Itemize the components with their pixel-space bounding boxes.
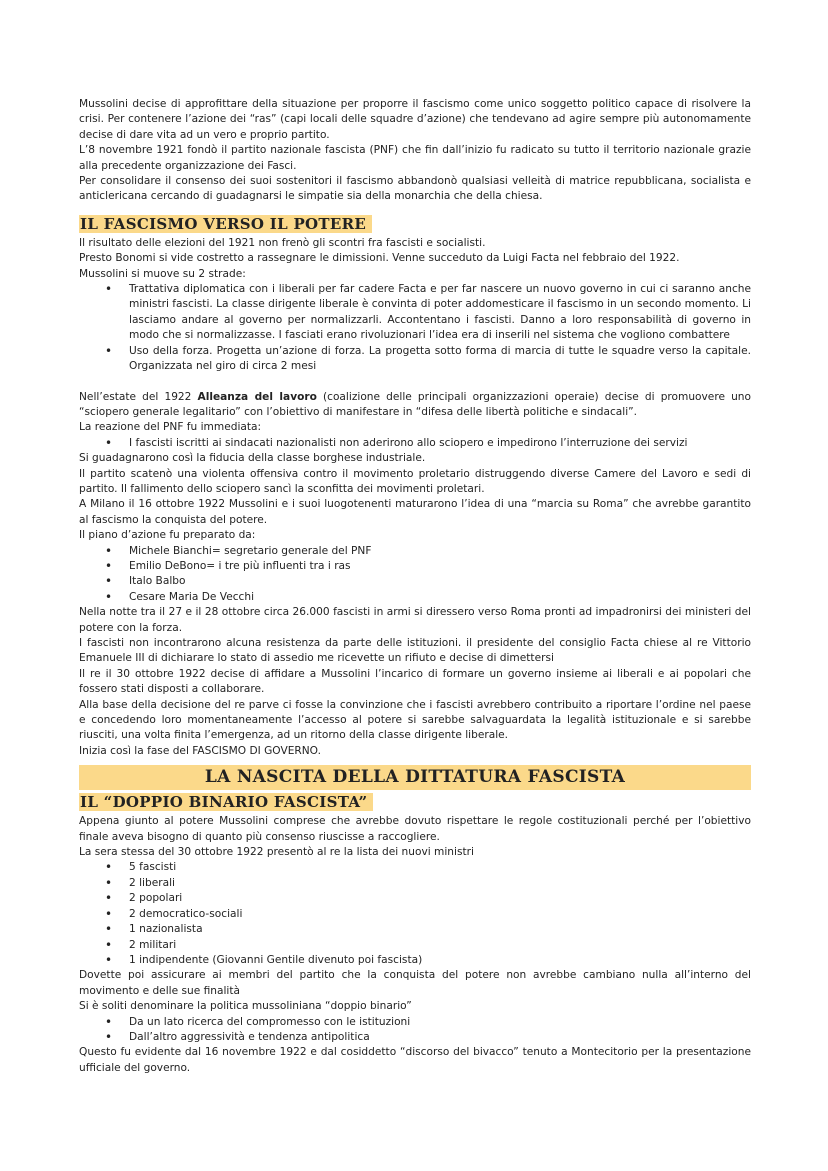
- intro-paragraph: Mussolini decise di approfittare della situazione per proporre il fascismo come unico soggetto politico capace di risolvere la crisi. Per contenere l’azione dei “ras” (capi locali delle squadre d’azione) che tendevano ad agire sempre più autonomamente decise di dare vita ad un vero e proprio partito.: [79, 98, 751, 141]
- document-page: [79, 97, 751, 1076]
- paragraph: I fascisti non incontrarono alcuna resistenza da parte delle istituzioni. il presidente del consiglio Facta chiese al re Vittorio Emanuele III di dichiarare lo stato di assedio me ricevette un rifiuto e decise di dimettersi: [79, 637, 751, 665]
- ministri-list: [79, 860, 751, 968]
- bold-term: Alleanza del lavoro: [197, 390, 317, 403]
- heading-highlight: IL FASCISMO VERSO IL POTERE: [79, 215, 372, 233]
- paragraph: Inizia così la fase del FASCISMO DI GOVERNO.: [79, 744, 321, 757]
- section-heading-fascismo-verso-il-potere: [79, 214, 751, 234]
- paragraph: Il re il 30 ottobre 1922 decise di affidare a Mussolini l’incarico di formare un governo insieme ai liberali e ai popolari che fossero stati disposti a collaborare.: [79, 667, 751, 696]
- paragraph: La sera stessa del 30 ottobre 1922 presentò al re la lista dei nuovi ministri: [79, 846, 474, 859]
- list-item: • 2 militari: [129, 938, 751, 953]
- paragraph: Il piano d’azione fu preparato da:: [79, 529, 256, 542]
- paragraph: Nella notte tra il 27 e il 28 ottobre circa 26.000 fascisti in armi si diressero verso Roma pronti ad impadronirsi dei ministeri del potere con la forza.: [79, 606, 751, 634]
- intro-paragraph: L’8 novembre 1921 fondò il partito nazionale fascista (PNF) che fin dall’inizio fu radicato su tutto il territorio nazionale grazie alla precedente organizzazione dei Fasci.: [79, 144, 751, 172]
- list-item: • Trattativa diplomatica con i liberali per far cadere Facta e per far nascere un nuovo governo in cui ci saranno anche ministri fascisti. La classe dirigente liberale è convinta di poter addomesticare il fascismo in un secondo momento. Li lasciamo andare al governo per normalizzarli. Accontentano i fascisti. Danno a loro responsabilità di governo in modo che si normalizzasse. I fasciati erano rivoluzionari l’idea era di inserili nel sistema che vogliono combattere: [129, 282, 751, 344]
- spacer: [79, 375, 751, 390]
- list-item: • I fascisti iscritti ai sindacati nazionalisti non aderirono allo sciopero e impedirono l’interruzione dei servizi: [129, 436, 751, 451]
- binario-list: [79, 1015, 751, 1046]
- list-item: • Emilio DeBono= i tre più influenti tra i ras: [129, 559, 751, 574]
- list-item: • Uso della forza. Progetta un’azione di forza. La progetta sotto forma di marcia di tutte le squadre verso la capitale. Organizzata nel giro di circa 2 mesi: [129, 344, 751, 375]
- list-item: • Cesare Maria De Vecchi: [129, 590, 751, 605]
- paragraph: Appena giunto al potere Mussolini comprese che avrebbe dovuto rispettare le regole costituzionali perché per l’obiettivo finale aveva bisogno di quanto più consenso riuscisse a raccogliere.: [79, 815, 751, 843]
- list-item: • Dall’altro aggressività e tendenza antipolitica: [129, 1030, 751, 1045]
- reazione-list: [79, 436, 751, 451]
- intro-paragraph: Per consolidare il consenso dei suoi sostenitori il fascismo abbandonò qualsiasi velleità di matrice repubblicana, socialista e anticlericana cercando di guadagnarsi le simpatie sia della monarchia che della chiesa.: [79, 175, 751, 203]
- paragraph: Il risultato delle elezioni del 1921 non frenò gli scontri fra fascisti e socialisti.: [79, 236, 486, 249]
- piano-list: [79, 544, 751, 606]
- closing-paragraph: Questo fu evidente dal 16 novembre 1922 e dal cosiddetto “discorso del bivacco” tenuto a Montecitorio per la presentazione ufficiale del governo.: [79, 1046, 751, 1074]
- list-item: • 1 indipendente (Giovanni Gentile divenuto poi fascista): [129, 953, 751, 968]
- list-item: • Da un lato ricerca del compromesso con le istituzioni: [129, 1015, 751, 1030]
- list-item: • 5 fascisti: [129, 860, 751, 875]
- paragraph: Si guadagnarono così la fiducia della classe borghese industriale.: [79, 452, 426, 465]
- paragraph: Presto Bonomi si vide costretto a rassegnare le dimissioni. Venne succeduto da Luigi Facta nel febbraio del 1922.: [79, 252, 680, 265]
- paragraph: Il partito scatenò una violenta offensiva contro il movimento proletario distruggendo diverse Camere del Lavoro e sedi di partito. Il fallimento dello sciopero sancì la sconfitta dei movimenti proletari.: [79, 467, 751, 495]
- paragraph: A Milano il 16 ottobre 1922 Mussolini e i suoi luogotenenti maturarono l’idea di una “marcia su Roma” che avrebbe garantito al fascismo la conquista del potere.: [79, 498, 751, 526]
- alleanza-paragraph: Nell’estate del 1922 Alleanza del lavoro (coalizione delle principali organizzazioni operaie) decise di promuovere uno “sciopero generale legalitario” con l’obiettivo di manifestare in “difesa delle libertà politiche e sindacali”.: [79, 390, 751, 418]
- list-item: • Michele Bianchi= segretario generale del PNF: [129, 544, 751, 559]
- list-item: • 2 democratico-sociali: [129, 907, 751, 922]
- strade-list: [79, 282, 751, 374]
- list-item: • 2 liberali: [129, 876, 751, 891]
- paragraph: La reazione del PNF fu immediata:: [79, 421, 262, 434]
- list-item: • Italo Balbo: [129, 574, 751, 589]
- list-item: • 1 nazionalista: [129, 922, 751, 937]
- paragraph: Dovette poi assicurare ai membri del partito che la conquista del potere non avrebbe cambiano nulla all’interno del movimento e delle sue finalità: [79, 969, 751, 997]
- paragraph: Alla base della decisione del re parve ci fosse la convinzione che i fascisti avrebbero contribuito a riportare l’ordine nel paese e concedendo loro momentaneamente l’accesso al potere si sarebbe salvaguardata la legalità istituzionale e si sarebbe riusciti, una volta finita l’emergenza, ad un ritorno della classe dirigente liberale.: [79, 698, 751, 742]
- paragraph: Mussolini si muove su 2 strade:: [79, 267, 246, 280]
- paragraph: Si è soliti denominare la politica mussoliniana “doppio binario”: [79, 1000, 412, 1013]
- section-heading-doppio-binario: [79, 792, 751, 812]
- heading-highlight: IL “DOPPIO BINARIO FASCISTA”: [79, 793, 373, 811]
- list-item: • 2 popolari: [129, 891, 751, 906]
- chapter-banner: LA NASCITA DELLA DITTATURA FASCISTA: [79, 765, 751, 790]
